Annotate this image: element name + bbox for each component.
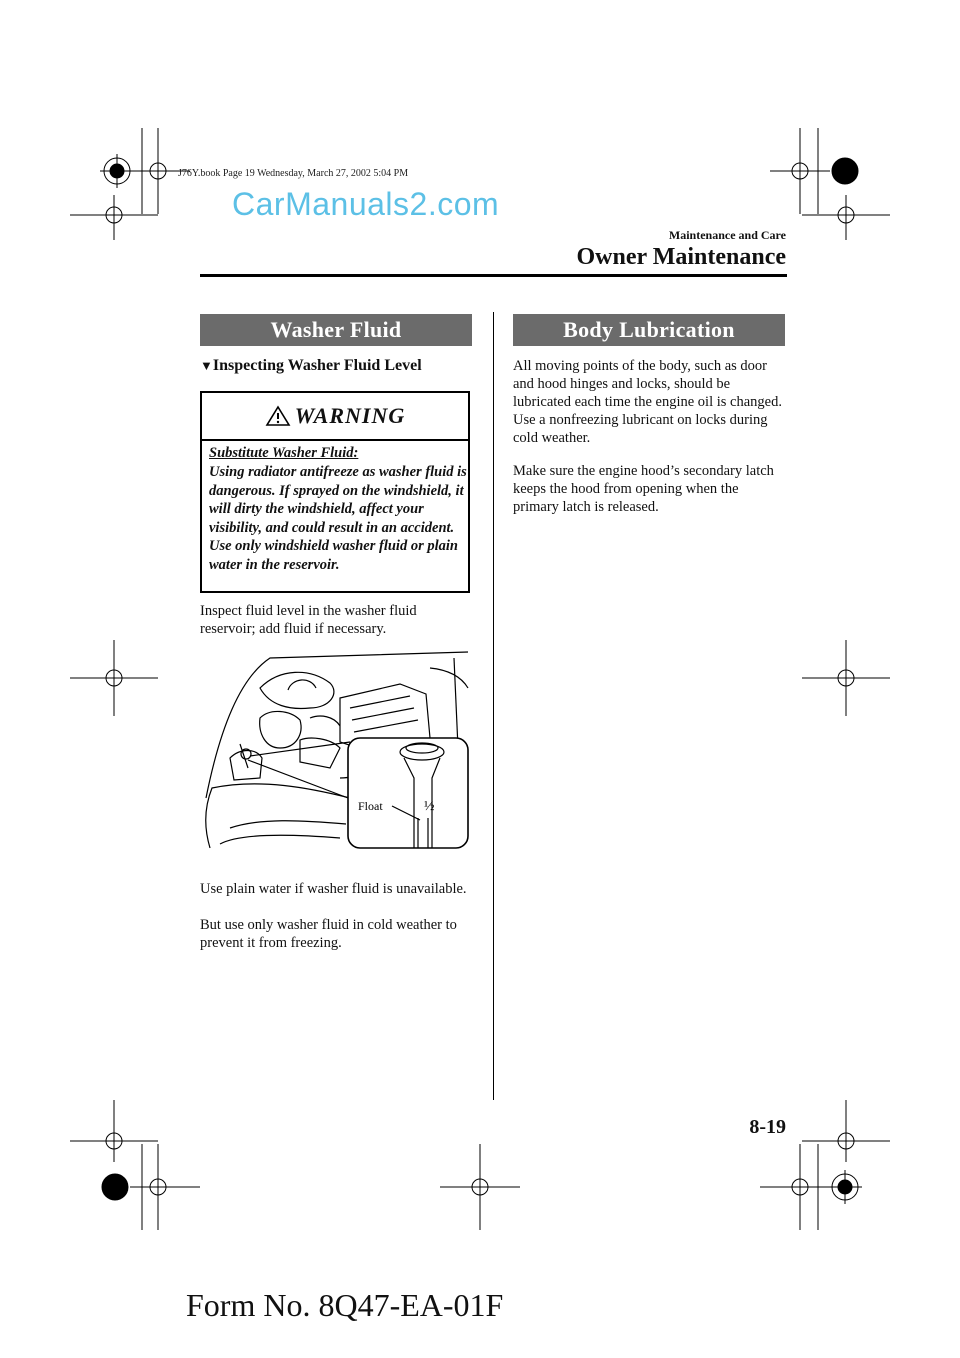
warning-header <box>202 393 468 439</box>
form-number: Form No. 8Q47-EA-01F <box>186 1287 504 1323</box>
float-label: Float <box>358 799 383 813</box>
crosshair-icon <box>802 195 890 240</box>
washer-reservoir-illustration <box>200 648 472 850</box>
header-category: Maintenance and Care <box>668 228 786 242</box>
crosshair-icon <box>440 1144 520 1230</box>
warning-box <box>200 391 470 593</box>
column-divider <box>493 312 494 1100</box>
header-rule <box>200 274 787 277</box>
registration-mark-icon <box>832 158 858 184</box>
warning-triangle-icon <box>265 405 291 427</box>
page-title: Owner Maintenance <box>576 244 786 270</box>
crosshair-icon <box>770 128 830 214</box>
half-mark-label: ½ <box>424 799 435 814</box>
subheading-text: Inspecting Washer Fluid Level <box>212 357 422 374</box>
lubrication-paragraph-2: Make sure the engine hood’s secondary latch keeps the hood from opening when the primary latch is released. <box>513 463 774 515</box>
crosshair-icon <box>130 1144 200 1230</box>
warning-lead: Substitute Washer Fluid: <box>209 445 359 461</box>
warning-divider <box>202 439 468 441</box>
registration-mark-icon <box>828 1170 862 1204</box>
crosshair-icon <box>70 195 158 240</box>
page-number: 8-19 <box>749 1116 786 1138</box>
section-banner-washer-fluid: Washer Fluid <box>200 314 472 346</box>
subheading <box>200 357 422 375</box>
book-stamp: J76Y.book Page 19 Wednesday, March 27, 2002 5:04 PM <box>178 168 409 179</box>
lubrication-paragraph-1: All moving points of the body, such as door and hood hinges and locks, should be lubricated each time the engine oil is changed. Use a nonfreezing lubricant on locks during cold weather. <box>513 358 782 446</box>
section-banner-body-lubrication: Body Lubrication <box>513 314 785 346</box>
triangle-bullet-icon: ▼ <box>200 358 213 373</box>
crosshair-icon <box>760 1144 830 1230</box>
warning-title: WARNING <box>294 403 406 428</box>
registration-mark-icon <box>100 154 134 188</box>
warning-text: Using radiator antifreeze as washer fluid is dangerous. If sprayed on the windshield, it will dirty the windshield, affect your visibility, and could result in an accident. Use only windshield washer fluid or plain water in the reservoir. <box>209 464 467 573</box>
registration-mark-icon <box>102 1174 128 1200</box>
watermark: CarManuals2.com <box>232 186 500 222</box>
washer-paragraph-1: Inspect fluid level in the washer fluid reservoir; add fluid if necessary. <box>200 603 417 637</box>
crosshair-icon <box>70 640 158 716</box>
crosshair-icon <box>802 1100 890 1162</box>
crosshair-icon <box>802 640 890 716</box>
washer-paragraph-3: But use only washer fluid in cold weather to prevent it from freezing. <box>200 917 457 951</box>
washer-paragraph-2: Use plain water if washer fluid is unavailable. <box>200 881 467 897</box>
crosshair-icon <box>70 1100 158 1162</box>
